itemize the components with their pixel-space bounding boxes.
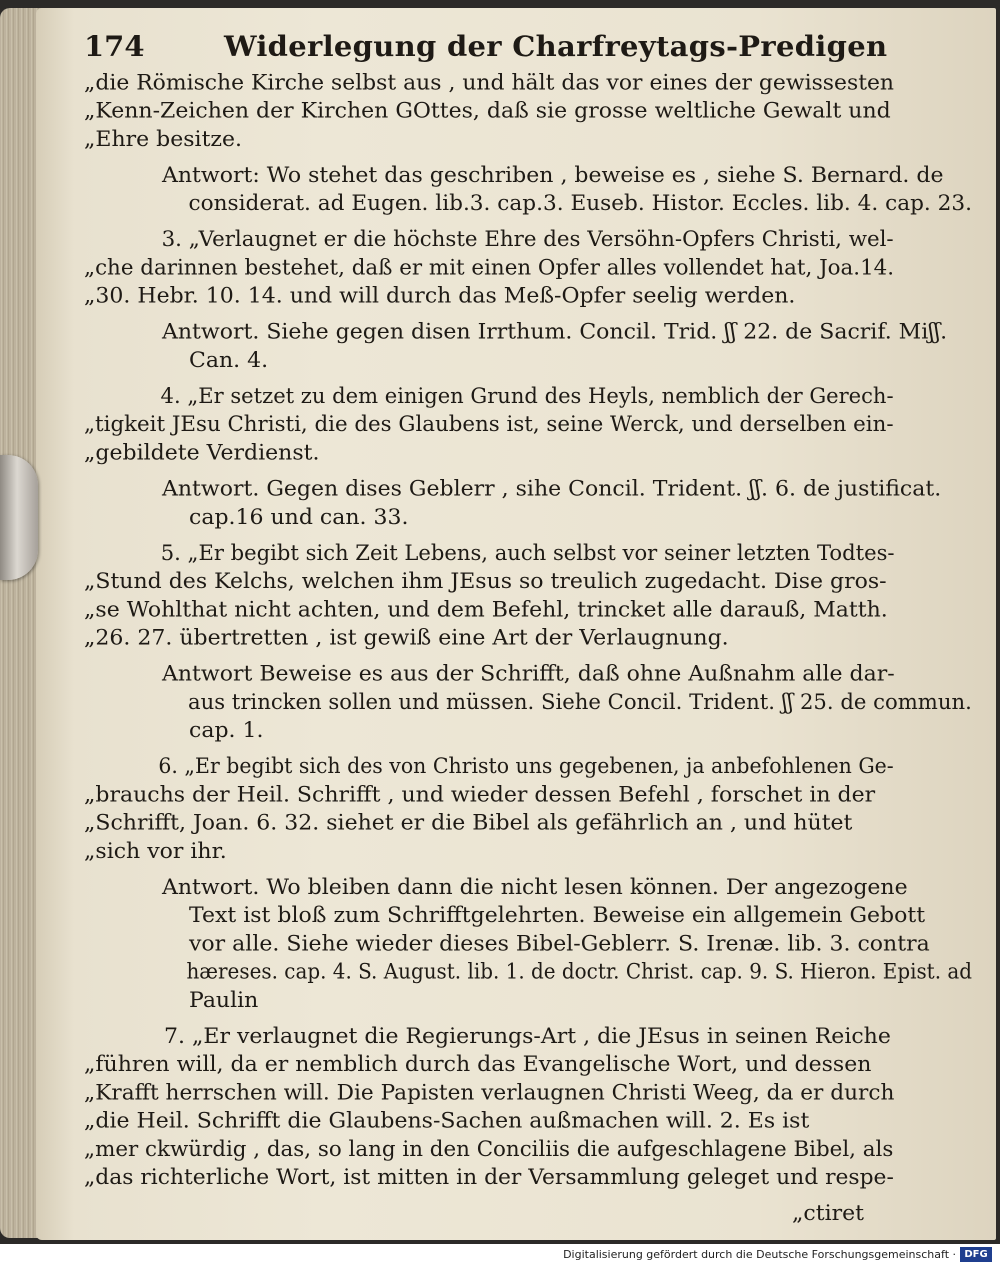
text-line: Antwort. Siehe gegen disen Irrthum. Concil. Trid. ʃʃ 22. de Sacrif. Miʃʃ. (162, 320, 948, 345)
text-blocks (84, 69, 973, 1192)
text-line: Antwort Beweise es aus der Schrifft, daß ohne Außnahm alle dar- (162, 662, 895, 687)
text-line: 4. „Er setzet zu dem einigen Grund des Heyls, nemblich der Gerech- (160, 384, 894, 409)
para-block (84, 539, 894, 652)
para-block (84, 383, 894, 468)
text-line: „Kenn-Zeichen der Kirchen GOttes, daß sie grosse weltliche Gewalt und (84, 99, 891, 124)
text-line: hæreses. cap. 4. S. August. lib. 1. de doctr. Christ. cap. 9. S. Hieron. Epist. ad (186, 960, 973, 985)
digitization-footer (0, 1244, 1000, 1266)
page-content (84, 28, 973, 1228)
answer-block (84, 161, 973, 217)
para-block (84, 226, 894, 311)
text-line: „26. 27. übertretten , ist gewiß eine Art der Verlaugnung. (84, 626, 729, 651)
text-line: vor alle. Siehe wieder dieses Bibel-Geblerr. S. Irenæ. lib. 3. contra (189, 931, 930, 957)
text-line: Text ist bloß zum Schrifftgelehrten. Beweise ein allgemein Gebott (189, 903, 926, 928)
text-line: „Stund des Kelchs, welchen ihm JEsus so treulich zugedacht. Dise gros- (84, 569, 887, 594)
text-line: considerat. ad Eugen. lib.3. cap.3. Euseb. Histor. Eccles. lib. 4. cap. 23. (188, 191, 973, 216)
para-block (84, 753, 894, 866)
text-line: „die Heil. Schrifft die Glaubens-Sachen außmachen will. 2. Es ist (84, 1109, 810, 1134)
text-line: Antwort: Wo stehet das geschriben , beweise es , siehe S. Bernard. de (162, 163, 944, 188)
dfg-logo-icon: DFG (960, 1247, 992, 1262)
text-line: „das richterliche Wort, ist mitten in der Versammlung geleget und respe- (84, 1165, 894, 1190)
text-line: „che darinnen bestehet, daß er mit einen Opfer alles vollendet hat, Joa.14. (84, 255, 895, 281)
answer-block (84, 660, 972, 745)
text-line: „tigkeit JEsu Christi, die des Glaubens ist, seine Werck, und derselben ein- (84, 412, 894, 438)
text-line: „Ehre besitze. (84, 127, 243, 152)
text-line: aus trincken sollen und müssen. Siehe Concil. Trident. ʃʃ 25. de commun. (187, 690, 972, 715)
text-line: „mer ckwürdig , das, so lang in den Conciliis die aufgeschlagene Bibel, als (84, 1137, 894, 1162)
text-line: Can. 4. (189, 348, 269, 373)
text-line: Paulin (189, 988, 259, 1013)
running-head: Widerlegung der Charfreytags-Predigen (224, 29, 888, 64)
text-line: 3. „Verlaugnet er die höchste Ehre des Versöhn-Opfers Christi, wel- (161, 227, 894, 253)
text-line: Antwort. Gegen dises Geblerr , sihe Concil. Trident. ʃʃ. 6. de justificat. (162, 477, 942, 502)
text-line: „se Wohlthat nicht achten, und dem Befehl, trincket alle darauß, Matth. (84, 597, 888, 623)
funding-credit: Digitalisierung gefördert durch die Deutsche Forschungsgemeinschaft · (563, 1248, 956, 1261)
page-clip (0, 455, 38, 580)
para-block (84, 1022, 894, 1191)
text-line: cap. 1. (189, 718, 264, 743)
text-line: „brauchs der Heil. Schrifft , und wieder dessen Befehl , forschet in der (84, 782, 876, 808)
text-line: „gebildete Verdienst. (84, 440, 320, 466)
answer-block (84, 475, 942, 531)
catchword: „ctiret (792, 1201, 864, 1227)
page-number: 174 (84, 29, 145, 64)
page-header (84, 28, 894, 65)
text-line: „die Römische Kirche selbst aus , und hält das vor eines der gewissesten (84, 70, 895, 96)
text-line: cap.16 und can. 33. (189, 505, 409, 530)
text-line: 5. „Er begibt sich Zeit Lebens, auch selbst vor seiner letzten Todtes- (160, 541, 895, 566)
text-line: „30. Hebr. 10. 14. und will durch das Meß-Opfer seelig werden. (84, 284, 796, 309)
text-line: „Schrifft, Joan. 6. 32. siehet er die Bibel als gefährlich an , und hütet (84, 811, 853, 836)
quote-block (84, 69, 894, 154)
text-line: „sich vor ihr. (84, 839, 227, 864)
text-line: Antwort. Wo bleiben dann die nicht lesen können. Der angezogene (162, 875, 908, 900)
answer-block (84, 873, 973, 1014)
answer-block (84, 318, 948, 374)
text-line: „Krafft herrschen will. Die Papisten verlaugnen Christi Weeg, da er durch (84, 1080, 895, 1106)
text-line: 7. „Er verlaugnet die Regierungs-Art , die JEsus in seinen Reiche (164, 1024, 891, 1049)
text-line: 6. „Er begibt sich des von Christo uns gegebenen, ja anbefohlenen Ge- (158, 754, 894, 779)
text-line: „führen will, da er nemblich durch das Evangelische Wort, und dessen (84, 1052, 872, 1077)
